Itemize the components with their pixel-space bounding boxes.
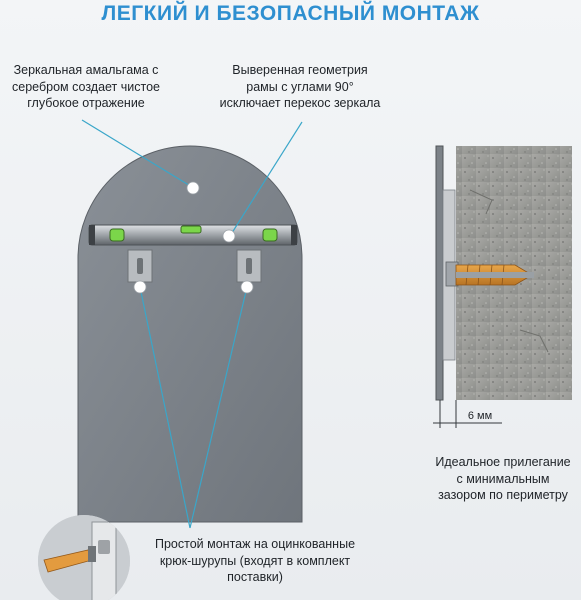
callout-fit: Идеальное прилегание с минимальным зазором по периметру xyxy=(435,455,571,502)
callout-dot-bracket-left xyxy=(134,281,146,293)
callout-amalgam: Зеркальная амальгама с серебром создает чистое глубокое отражение xyxy=(12,63,160,110)
arched-mirror xyxy=(78,146,302,522)
callout-geometry: Выверенная геометрия рамы с углами 90° исключает перекос зеркала xyxy=(219,63,381,110)
callout-dot-geometry xyxy=(223,230,235,242)
callout-dot-bracket-right xyxy=(241,281,253,293)
gap-dimension-label: 6 мм xyxy=(467,410,493,422)
mount-bracket-right xyxy=(237,250,261,282)
callout-mount: Простой монтаж на оцинкованные крюк-шурупы (входят в комплект поставки) xyxy=(154,537,356,584)
callout-dot-amalgam xyxy=(187,182,199,194)
page-title: ЛЕГКИЙ И БЕЗОПАСНЫЙ МОНТАЖ xyxy=(101,2,480,25)
mount-bracket-left xyxy=(128,250,152,282)
spirit-level-icon xyxy=(89,225,297,245)
mount-inset-photo xyxy=(38,515,130,600)
mirror-side-profile xyxy=(436,146,443,400)
